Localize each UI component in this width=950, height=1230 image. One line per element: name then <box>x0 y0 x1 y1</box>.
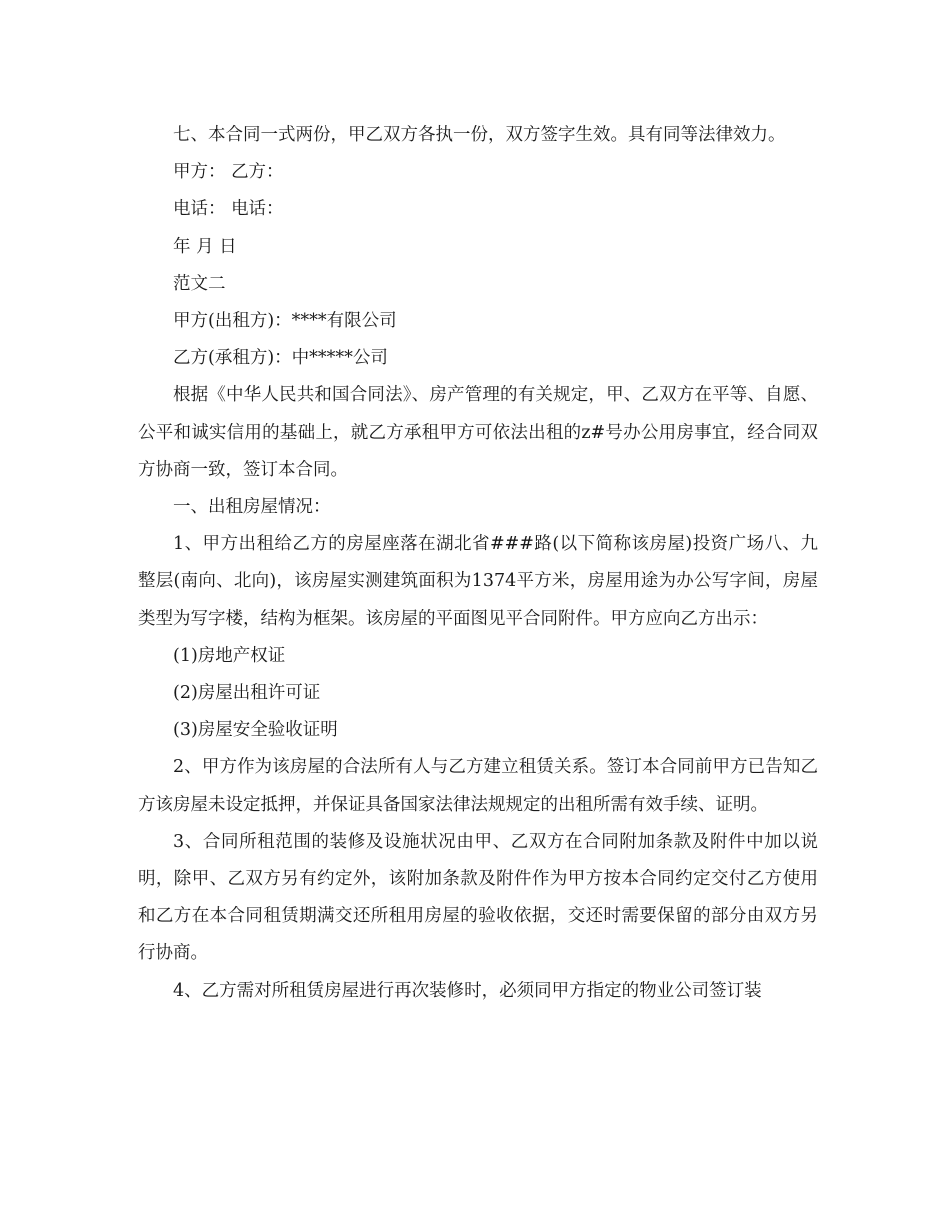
document-body <box>138 117 818 1010</box>
lessor-line: 甲方(出租方)：****有限公司 <box>173 311 397 332</box>
clause-seven: 七、本合同一式两份，甲乙双方各执一份，双方签字生效。具有同等法律效力。 <box>173 125 786 145</box>
list-item: (3)房屋安全验收证明 <box>173 720 338 741</box>
party-a-b-signature: 甲方： 乙方： <box>173 162 284 183</box>
clause-four: 4、乙方需对所租赁房屋进行再次装修时，必须同甲方指定的物业公司签订装 <box>173 980 762 1001</box>
lessee-line: 乙方(承租方)：中*****公司 <box>173 348 388 369</box>
date-line: 年 月 日 <box>173 236 237 257</box>
clause-three: 3、合同所租范围的装修及设施状况由甲、乙双方在合同附加条款及附件中加以说明，除甲、乙双方另有约定外，该附加条款及附件作为甲方按本合同约定交付乙方使用和乙方在本合同租赁期满交还所租用房屋的验收依据，交还时需要保留的部分由双方另行协商。 <box>138 831 818 964</box>
list-item: (1)房地产权证 <box>173 645 286 666</box>
clause-one: 1、甲方出租给乙方的房屋座落在湖北省###路(以下简称该房屋)投资广场八、九整层(南向、北向)，该房屋实测建筑面积为1374平方米，房屋用途为办公写字间，房屋类型为写字楼，结构为框架。该房屋的平面图见平合同附件。甲方应向乙方出示： <box>138 534 818 629</box>
preamble-paragraph: 根据《中华人民共和国合同法》、房产管理的有关规定，甲、乙双方在平等、自愿、公平和诚实信用的基础上，就乙方承租甲方可依法出租的z#号办公用房事宜，经合同双方协商一致，签订本合同。 <box>138 385 818 480</box>
list-item: (2)房屋出租许可证 <box>173 683 321 704</box>
section-rental-property: 一、出租房屋情况： <box>173 497 331 518</box>
section-heading-sample-two: 范文二 <box>173 273 226 294</box>
clause-two: 2、甲方作为该房屋的合法所有人与乙方建立租赁关系。签订本合同前甲方已告知乙方该房屋未设定抵押，并保证具备国家法律法规规定的出租所需有效手续、证明。 <box>138 757 818 815</box>
phone-line: 电话： 电话： <box>173 199 284 220</box>
